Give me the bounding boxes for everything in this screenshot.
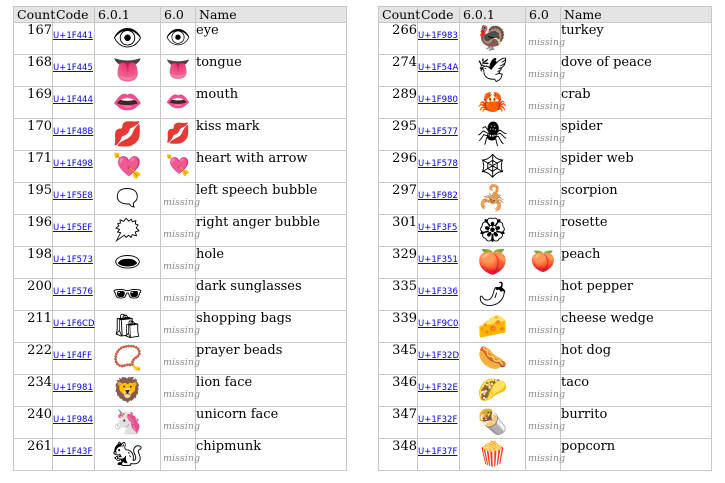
code-cell: [418, 311, 460, 343]
emoji-6-0-1-cell: [460, 215, 526, 247]
header-name: Name: [561, 7, 712, 23]
emoji-6-0-cell: [161, 151, 196, 183]
code-cell: [53, 87, 95, 119]
emoji-6-0-1-cell: [460, 151, 526, 183]
code-cell: [53, 247, 95, 279]
header-count: Count: [379, 7, 418, 23]
code-cell: [53, 311, 95, 343]
missing-label: missing: [528, 357, 566, 368]
code-cell: [53, 375, 95, 407]
table-row: [379, 23, 712, 55]
emoji-6-0-1-image: 🕳: [112, 248, 143, 276]
name-cell: hot dog: [561, 343, 712, 375]
emoji-6-0-1-image: 🦁: [112, 376, 143, 404]
header-name: Name: [196, 7, 347, 23]
header-version-601: 6.0.1: [460, 7, 526, 23]
code-cell: [53, 119, 95, 151]
name-cell: rosette: [561, 215, 712, 247]
emoji-6-0-cell: [161, 183, 201, 215]
emoji-6-0-image: 👄: [165, 89, 191, 113]
count-cell: 347: [379, 407, 418, 439]
emoji-6-0-cell: [526, 183, 566, 215]
emoji-6-0-1-cell: [460, 23, 526, 55]
emoji-6-0-cell: [526, 55, 566, 87]
count-cell: 261: [14, 439, 53, 471]
name-cell: spider: [561, 119, 712, 151]
emoji-6-0-1-cell: [95, 311, 161, 343]
code-cell: [53, 343, 95, 375]
count-cell: 289: [379, 87, 418, 119]
count-cell: 346: [379, 375, 418, 407]
code-link[interactable]: U+1F573: [53, 255, 93, 265]
code-cell: [418, 55, 460, 87]
emoji-6-0-1-cell: [460, 279, 526, 311]
emoji-6-0-cell: [161, 119, 196, 151]
emoji-6-0-1-cell: [95, 183, 161, 215]
count-cell: 266: [379, 23, 418, 55]
code-cell: [418, 375, 460, 407]
emoji-6-0-cell: [161, 407, 201, 439]
count-cell: 295: [379, 119, 418, 151]
code-link[interactable]: U+1F4FF: [53, 351, 92, 361]
count-cell: 335: [379, 279, 418, 311]
emoji-table-right: [378, 6, 712, 471]
emoji-6-0-1-image: 🦀: [477, 88, 508, 116]
missing-label: missing: [528, 389, 566, 400]
code-link[interactable]: U+1F980: [418, 95, 458, 105]
emoji-6-0-1-cell: [95, 343, 161, 375]
name-cell: taco: [561, 375, 712, 407]
code-link[interactable]: U+1F981: [53, 383, 93, 393]
emoji-6-0-1-image: 👅: [112, 56, 143, 84]
count-cell: 274: [379, 55, 418, 87]
emoji-6-0-1-image: 🍿: [477, 440, 508, 468]
name-cell: unicorn face: [196, 407, 347, 439]
missing-label: missing: [163, 197, 201, 208]
name-cell: hot pepper: [561, 279, 712, 311]
emoji-6-0-cell: [161, 279, 201, 311]
emoji-6-0-cell: [526, 23, 566, 55]
code-link[interactable]: U+1F43F: [53, 447, 93, 457]
table-row: [14, 183, 347, 215]
missing-label: missing: [528, 453, 566, 464]
name-cell: lion face: [196, 375, 347, 407]
emoji-6-0-1-image: 🐿: [112, 440, 143, 468]
table-row: [379, 407, 712, 439]
emoji-6-0-1-image: 🌮: [477, 376, 508, 404]
name-cell: hole: [196, 247, 347, 279]
code-link[interactable]: U+1F351: [418, 255, 458, 265]
table-row: [14, 247, 347, 279]
table-row: [379, 215, 712, 247]
emoji-6-0-1-image: 🗨: [112, 184, 143, 212]
emoji-6-0-1-image: 🌯: [477, 408, 508, 436]
emoji-6-0-cell: [526, 343, 566, 375]
code-cell: [418, 151, 460, 183]
code-cell: [53, 55, 95, 87]
count-cell: 240: [14, 407, 53, 439]
code-link[interactable]: U+1F983: [418, 31, 458, 41]
emoji-6-0-1-cell: [95, 439, 161, 471]
emoji-6-0-1-image: 🦄: [112, 408, 143, 436]
missing-label: missing: [163, 229, 201, 240]
name-cell: right anger bubble: [196, 215, 347, 247]
count-cell: 301: [379, 215, 418, 247]
emoji-6-0-1-image: 👄: [112, 88, 143, 116]
count-cell: 211: [14, 311, 53, 343]
name-cell: kiss mark: [196, 119, 347, 151]
table-row: [14, 119, 347, 151]
code-cell: [53, 215, 95, 247]
emoji-6-0-1-image: 🕊: [477, 56, 508, 84]
table-row: [14, 23, 347, 55]
code-link[interactable]: U+1F32E: [418, 383, 458, 393]
emoji-6-0-1-image: 🏵: [477, 216, 508, 244]
emoji-6-0-cell: [526, 407, 566, 439]
table-row: [14, 215, 347, 247]
count-cell: 198: [14, 247, 53, 279]
code-link[interactable]: U+1F441: [53, 31, 93, 41]
name-cell: heart with arrow: [196, 151, 347, 183]
emoji-6-0-1-image: 📿: [112, 344, 143, 372]
header-version-60: 6.0: [161, 7, 196, 23]
code-cell: [53, 279, 95, 311]
emoji-6-0-1-cell: [95, 119, 161, 151]
count-cell: 345: [379, 343, 418, 375]
missing-label: missing: [163, 453, 201, 464]
name-cell: dark sunglasses: [196, 279, 347, 311]
table-row: [14, 55, 347, 87]
code-cell: [53, 439, 95, 471]
emoji-6-0-1-cell: [95, 375, 161, 407]
table-row: [14, 151, 347, 183]
missing-label: missing: [528, 229, 566, 240]
name-cell: peach: [561, 247, 712, 279]
count-cell: 196: [14, 215, 53, 247]
missing-label: missing: [163, 357, 201, 368]
table-row: [379, 151, 712, 183]
emoji-6-0-1-image: 🕶: [112, 280, 143, 308]
table-row: [14, 375, 347, 407]
code-cell: [418, 23, 460, 55]
emoji-6-0-1-image: 🛍: [112, 312, 143, 340]
emoji-6-0-1-cell: [460, 183, 526, 215]
emoji-6-0-cell: [526, 311, 566, 343]
count-cell: 195: [14, 183, 53, 215]
code-cell: [418, 215, 460, 247]
missing-label: missing: [163, 389, 201, 400]
emoji-6-0-image: 👅: [165, 57, 191, 81]
emoji-6-0-cell: [161, 215, 201, 247]
table-row: [379, 375, 712, 407]
header-version-601: 6.0.1: [95, 7, 161, 23]
code-cell: [418, 279, 460, 311]
name-cell: dove of peace: [561, 55, 712, 87]
header-code: Code: [418, 7, 460, 23]
emoji-6-0-1-cell: [95, 407, 161, 439]
emoji-6-0-cell: [526, 279, 566, 311]
emoji-6-0-1-cell: [95, 279, 161, 311]
table-row: [14, 87, 347, 119]
emoji-6-0-1-cell: [460, 375, 526, 407]
header-code: Code: [53, 7, 95, 23]
count-cell: 296: [379, 151, 418, 183]
emoji-6-0-1-cell: [460, 407, 526, 439]
emoji-6-0-1-cell: [95, 23, 161, 55]
emoji-6-0-cell: [161, 439, 201, 471]
missing-label: missing: [528, 293, 566, 304]
missing-label: missing: [528, 197, 566, 208]
emoji-6-0-cell: [161, 23, 196, 55]
missing-label: missing: [528, 421, 566, 432]
code-cell: [418, 119, 460, 151]
code-link[interactable]: U+1F48B: [53, 127, 94, 137]
emoji-6-0-cell: [161, 87, 196, 119]
code-link[interactable]: U+1F32F: [418, 415, 458, 425]
emoji-6-0-cell: [161, 55, 196, 87]
name-cell: prayer beads: [196, 343, 347, 375]
code-link[interactable]: U+1F984: [53, 415, 93, 425]
emoji-6-0-1-image: 💘: [112, 152, 143, 180]
count-cell: 168: [14, 55, 53, 87]
count-cell: 297: [379, 183, 418, 215]
missing-label: missing: [528, 101, 566, 112]
count-cell: 200: [14, 279, 53, 311]
emoji-6-0-1-image: 🗯: [112, 216, 143, 244]
emoji-6-0-image: 🍑: [530, 249, 556, 273]
emoji-6-0-1-cell: [460, 311, 526, 343]
missing-label: missing: [528, 325, 566, 336]
code-link[interactable]: U+1F576: [53, 287, 93, 297]
code-link[interactable]: U+1F6CD: [53, 319, 95, 329]
emoji-6-0-cell: [161, 343, 201, 375]
code-cell: [53, 151, 95, 183]
emoji-6-0-1-image: 👁: [112, 24, 143, 52]
code-link[interactable]: U+1F5EF: [53, 223, 93, 233]
emoji-6-0-1-image: 🧀: [477, 312, 508, 340]
code-link[interactable]: U+1F336: [418, 287, 458, 297]
missing-label: missing: [528, 133, 566, 144]
table-row: [379, 311, 712, 343]
name-cell: popcorn: [561, 439, 712, 471]
name-cell: burrito: [561, 407, 712, 439]
table-row: [379, 87, 712, 119]
table-row: [14, 279, 347, 311]
name-cell: scorpion: [561, 183, 712, 215]
name-cell: turkey: [561, 23, 712, 55]
emoji-6-0-1-image: 🦂: [477, 184, 508, 212]
emoji-6-0-cell: [526, 119, 566, 151]
emoji-6-0-1-cell: [95, 55, 161, 87]
emoji-6-0-cell: [526, 375, 566, 407]
emoji-6-0-cell: [161, 247, 201, 279]
table-row: [379, 279, 712, 311]
missing-label: missing: [163, 325, 201, 336]
emoji-6-0-1-image: 🌶: [477, 280, 508, 308]
emoji-table-left: [13, 6, 347, 471]
code-link[interactable]: U+1F445: [53, 63, 93, 73]
table-row: [379, 247, 712, 279]
name-cell: chipmunk: [196, 439, 347, 471]
code-link[interactable]: U+1F3F5: [418, 223, 458, 233]
code-cell: [418, 439, 460, 471]
emoji-6-0-1-image: 💋: [112, 120, 143, 148]
emoji-6-0-1-cell: [460, 343, 526, 375]
count-cell: 167: [14, 23, 53, 55]
table-row: [379, 119, 712, 151]
header-count: Count: [14, 7, 53, 23]
count-cell: 339: [379, 311, 418, 343]
count-cell: 169: [14, 87, 53, 119]
code-link[interactable]: U+1F54A: [418, 63, 459, 73]
name-cell: shopping bags: [196, 311, 347, 343]
table-row: [379, 343, 712, 375]
code-cell: [53, 407, 95, 439]
emoji-6-0-1-cell: [460, 119, 526, 151]
name-cell: mouth: [196, 87, 347, 119]
table-row: [379, 55, 712, 87]
table-row: [14, 311, 347, 343]
missing-label: missing: [163, 421, 201, 432]
code-link[interactable]: U+1F444: [53, 95, 93, 105]
code-link[interactable]: U+1F578: [418, 159, 458, 169]
missing-label: missing: [163, 293, 201, 304]
emoji-6-0-cell: [526, 247, 561, 279]
code-cell: [418, 87, 460, 119]
table-row: [14, 343, 347, 375]
table-header-row: [379, 7, 712, 23]
table-row: [379, 183, 712, 215]
code-link[interactable]: U+1F9C0: [418, 319, 459, 329]
emoji-6-0-1-image: 🦃: [477, 24, 508, 52]
emoji-6-0-1-cell: [95, 87, 161, 119]
emoji-6-0-1-image: 🕸: [477, 152, 508, 180]
code-link[interactable]: U+1F498: [53, 159, 93, 169]
code-cell: [418, 183, 460, 215]
name-cell: cheese wedge: [561, 311, 712, 343]
code-link[interactable]: U+1F37F: [418, 447, 458, 457]
emoji-6-0-cell: [526, 151, 566, 183]
count-cell: 170: [14, 119, 53, 151]
emoji-6-0-cell: [161, 311, 201, 343]
count-cell: 348: [379, 439, 418, 471]
emoji-6-0-1-cell: [460, 247, 526, 279]
code-cell: [418, 407, 460, 439]
table-row: [379, 439, 712, 471]
name-cell: crab: [561, 87, 712, 119]
table-row: [14, 407, 347, 439]
emoji-6-0-1-image: 🍑: [477, 248, 508, 276]
name-cell: spider web: [561, 151, 712, 183]
count-cell: 329: [379, 247, 418, 279]
code-cell: [418, 343, 460, 375]
header-version-60: 6.0: [526, 7, 561, 23]
code-link[interactable]: U+1F577: [418, 127, 458, 137]
missing-label: missing: [528, 37, 566, 48]
emoji-6-0-1-cell: [460, 87, 526, 119]
emoji-6-0-1-image: 🌭: [477, 344, 508, 372]
count-cell: 171: [14, 151, 53, 183]
emoji-6-0-1-cell: [95, 151, 161, 183]
code-link[interactable]: U+1F5E8: [53, 191, 93, 201]
code-cell: [53, 23, 95, 55]
missing-label: missing: [528, 69, 566, 80]
emoji-6-0-image: 👁: [165, 25, 191, 49]
name-cell: left speech bubble: [196, 183, 347, 215]
emoji-6-0-1-cell: [460, 55, 526, 87]
missing-label: missing: [528, 165, 566, 176]
count-cell: 234: [14, 375, 53, 407]
missing-label: missing: [163, 261, 201, 272]
code-cell: [53, 183, 95, 215]
emoji-6-0-cell: [526, 215, 566, 247]
code-cell: [418, 247, 460, 279]
emoji-6-0-cell: [161, 375, 201, 407]
emoji-6-0-1-image: 🕷: [477, 120, 508, 148]
table-header-row: [14, 7, 347, 23]
table-row: [14, 439, 347, 471]
emoji-6-0-image: 💘: [165, 153, 191, 177]
name-cell: eye: [196, 23, 347, 55]
emoji-6-0-1-cell: [95, 215, 161, 247]
count-cell: 222: [14, 343, 53, 375]
emoji-6-0-image: 💋: [165, 121, 191, 145]
code-link[interactable]: U+1F32D: [418, 351, 460, 361]
emoji-6-0-1-cell: [460, 439, 526, 471]
emoji-6-0-1-cell: [95, 247, 161, 279]
emoji-6-0-cell: [526, 87, 566, 119]
name-cell: tongue: [196, 55, 347, 87]
code-link[interactable]: U+1F982: [418, 191, 458, 201]
emoji-6-0-cell: [526, 439, 566, 471]
